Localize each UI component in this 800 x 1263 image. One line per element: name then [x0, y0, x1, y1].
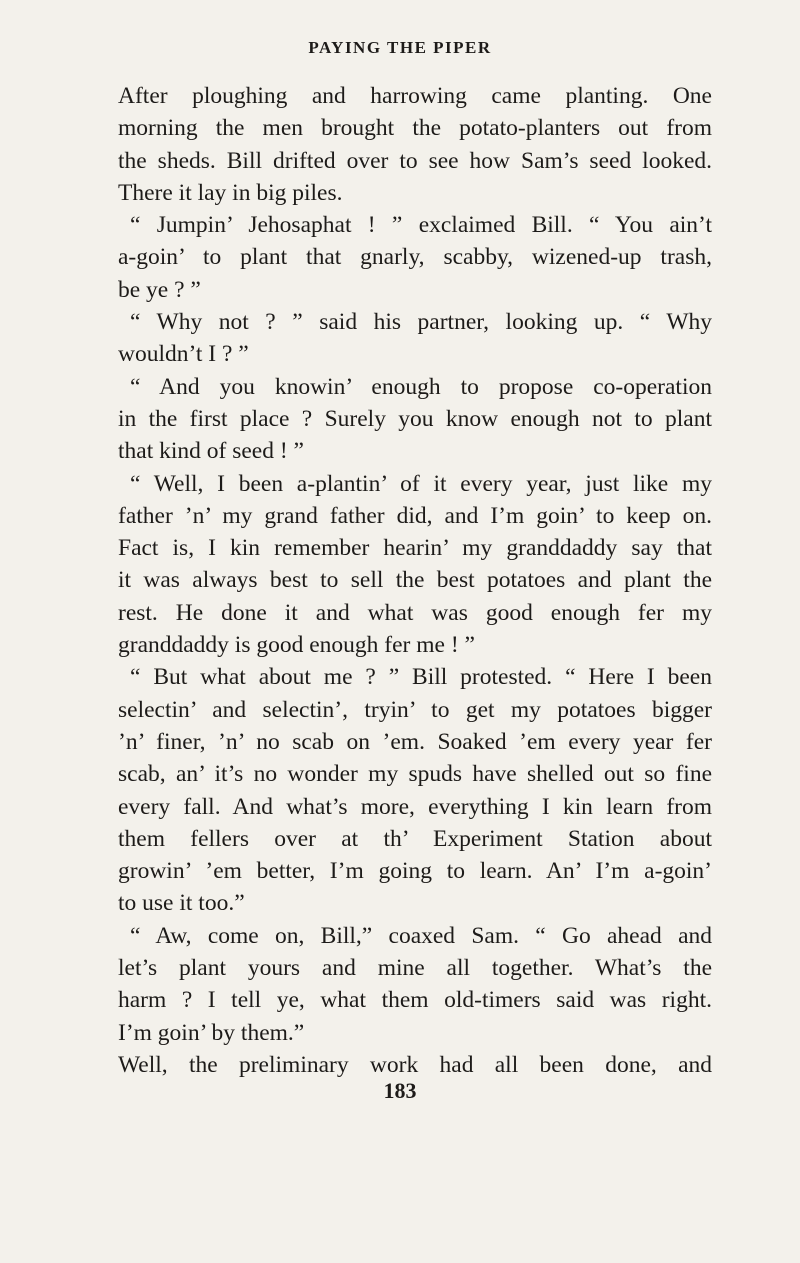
- text-line: let’s plant yours and mine all together. What’s the: [118, 955, 712, 982]
- text-line: rest. He done it and what was good enough fer my: [118, 599, 712, 626]
- text-line: a-goin’ to plant that gnarly, scabby, wizened-up trash,: [118, 244, 712, 271]
- text-line: be ye ? ”: [118, 276, 201, 303]
- text-line: Fact is, I kin remember hearin’ my granddaddy say that: [118, 535, 712, 562]
- text-line: “ Aw, come on, Bill,” coaxed Sam. “ Go ahead and: [130, 922, 712, 949]
- text-line: them fellers over at th’ Experiment Station about: [118, 825, 712, 852]
- text-line: After ploughing and harrowing came planting. One: [118, 83, 712, 109]
- text-line: “ Well, I been a-plantin’ of it every year, just like my: [130, 470, 712, 497]
- text-line: “ And you knowin’ enough to propose co-operation: [130, 373, 712, 400]
- text-line: I’m goin’ by them.”: [118, 1019, 305, 1046]
- text-line: harm ? I tell ye, what them old-timers said was right.: [118, 987, 712, 1014]
- text-line: granddaddy is good enough fer me ! ”: [118, 632, 475, 659]
- body-text: [118, 80, 712, 1081]
- text-line: in the first place ? Surely you know enough not to plant: [118, 405, 712, 432]
- text-line: There it lay in big piles.: [118, 179, 343, 206]
- running-head: PAYING THE PIPER: [308, 38, 492, 57]
- text-line: “ Why not ? ” said his partner, looking up. “ Why: [130, 309, 712, 336]
- text-line: “ Jumpin’ Jehosaphat ! ” exclaimed Bill. “ You ain’t: [130, 212, 712, 239]
- text-line: ’n’ finer, ’n’ no scab on ’em. Soaked ’em every year fer: [118, 728, 712, 755]
- text-line: the sheds. Bill drifted over to see how Sam’s seed looked.: [118, 147, 712, 174]
- text-line: it was always best to sell the best potatoes and plant the: [118, 567, 712, 594]
- text-line: scab, an’ it’s no wonder my spuds have shelled out so fine: [118, 761, 712, 788]
- text-line: growin’ ’em better, I’m going to learn. An’ I’m a-goin’: [118, 858, 712, 885]
- text-line: that kind of seed ! ”: [118, 438, 304, 465]
- text-line: morning the men brought the potato-planters out from: [118, 115, 712, 142]
- text-line: selectin’ and selectin’, tryin’ to get my potatoes bigger: [118, 696, 712, 723]
- text-line: Well, the preliminary work had all been done, and: [118, 1051, 712, 1078]
- page-number: 183: [383, 1078, 417, 1103]
- text-line: to use it too.”: [118, 890, 245, 917]
- text-line: father ’n’ my grand father did, and I’m goin’ to keep on.: [118, 502, 712, 529]
- text-line: “ But what about me ? ” Bill protested. “ Here I been: [130, 664, 712, 691]
- text-line: wouldn’t I ? ”: [118, 341, 249, 368]
- text-line: every fall. And what’s more, everything I kin learn from: [118, 793, 712, 820]
